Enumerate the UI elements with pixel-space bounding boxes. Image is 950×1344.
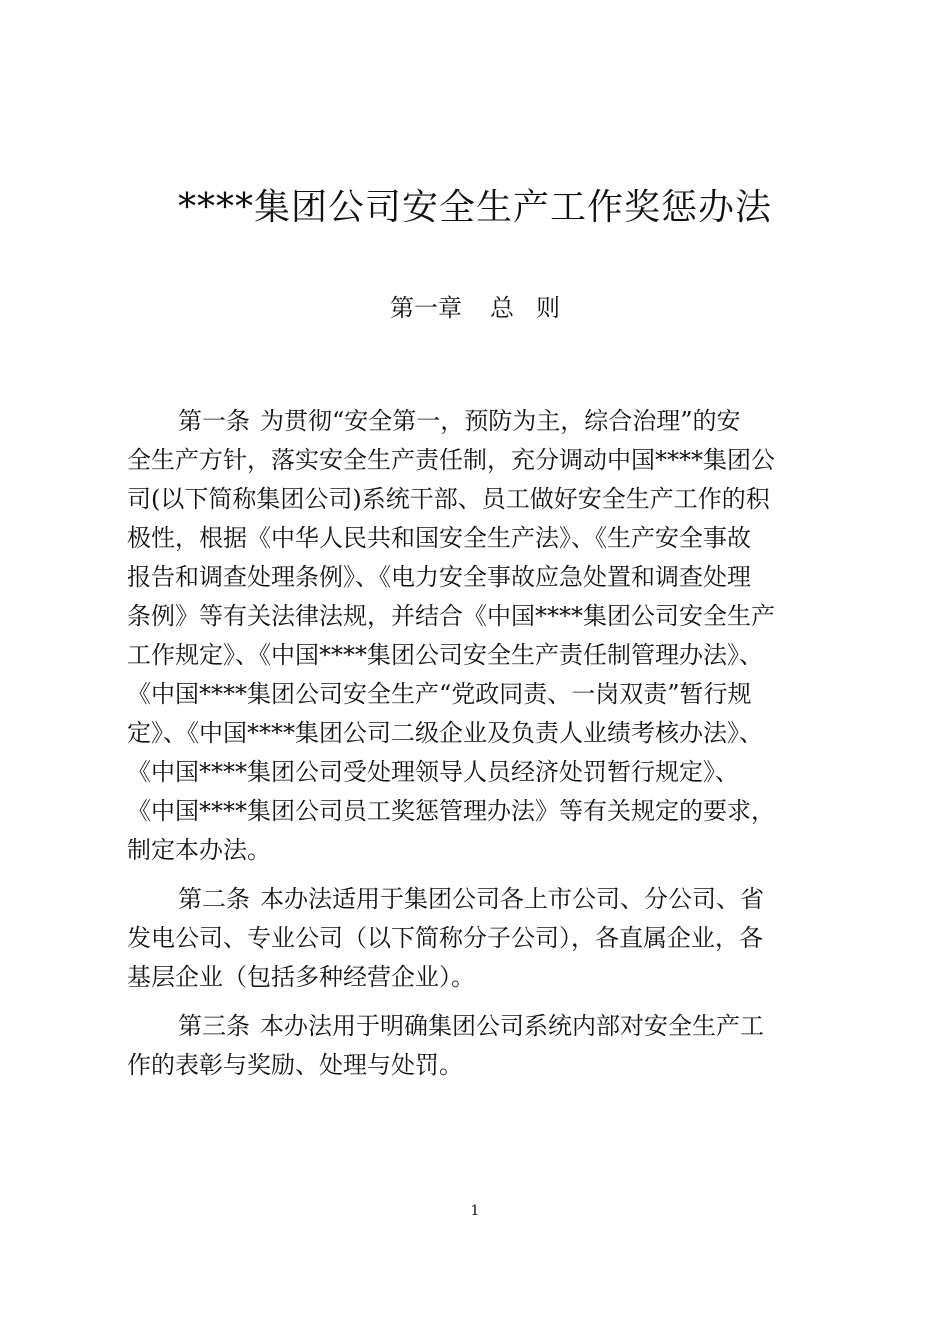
article-2 bbox=[127, 880, 827, 997]
chapter-number: 第一章 bbox=[390, 294, 462, 322]
article-1-line-11: 《中国****集团公司员工奖惩管理办法》等有关规定的要求， bbox=[127, 797, 775, 825]
article-1-line-7: 工作规定》、《中国****集团公司安全生产责任制管理办法》、 bbox=[127, 641, 763, 669]
article-1-line-3: 司(以下简称集团公司)系统干部、员工做好安全生产工作的积 bbox=[127, 485, 770, 513]
article-1-line-2: 全生产方针，落实安全生产责任制，充分调动中国****集团公 bbox=[127, 446, 775, 474]
article-3-line-2: 作的表彰与奖励、处理与处罚。 bbox=[127, 1051, 463, 1079]
chapter-heading bbox=[0, 290, 950, 326]
article-2-line-2: 发电公司、专业公司（以下简称分子公司），各直属企业，各 bbox=[127, 924, 763, 952]
article-1-line-10: 《中国****集团公司受处理领导人员经济处罚暂行规定》、 bbox=[127, 758, 739, 786]
document-body bbox=[127, 402, 827, 1095]
article-3-line-1: 第三条 本办法用于明确集团公司系统内部对安全生产工 bbox=[178, 1012, 764, 1040]
article-1-label: 第一条 bbox=[178, 407, 250, 435]
document-title: ****集团公司安全生产工作奖惩办法 bbox=[177, 187, 772, 228]
article-1 bbox=[127, 402, 827, 870]
article-3-label: 第三条 bbox=[178, 1012, 250, 1040]
page-number: 1 bbox=[470, 1203, 480, 1219]
article-2-label: 第二条 bbox=[178, 885, 250, 913]
article-1-line-12: 制定本办法。 bbox=[127, 836, 271, 864]
article-1-line-4: 极性，根据《中华人民共和国安全生产法》、《生产安全事故 bbox=[127, 524, 751, 552]
chapter-name-part1: 总 bbox=[490, 294, 514, 322]
article-1-line-1: 第一条 为贯彻“安全第一，预防为主，综合治理”的安 bbox=[178, 407, 741, 435]
article-1-line-6: 条例》等有关法律法规，并结合《中国****集团公司安全生产 bbox=[127, 602, 775, 630]
chapter-name-part2: 则 bbox=[536, 294, 560, 322]
article-1-line-8: 《中国****集团公司安全生产“党政同责、一岗双责”暂行规 bbox=[127, 680, 752, 708]
article-2-line-3: 基层企业（包括多种经营企业）。 bbox=[127, 963, 475, 991]
article-3 bbox=[127, 1007, 827, 1085]
article-2-line-1: 第二条 本办法适用于集团公司各上市公司、分公司、省 bbox=[178, 885, 764, 913]
article-1-line-5: 报告和调查处理条例》、《电力安全事故应急处置和调查处理 bbox=[127, 563, 751, 591]
article-1-line-9: 定》、《中国****集团公司二级企业及负责人业绩考核办法》、 bbox=[127, 719, 763, 747]
